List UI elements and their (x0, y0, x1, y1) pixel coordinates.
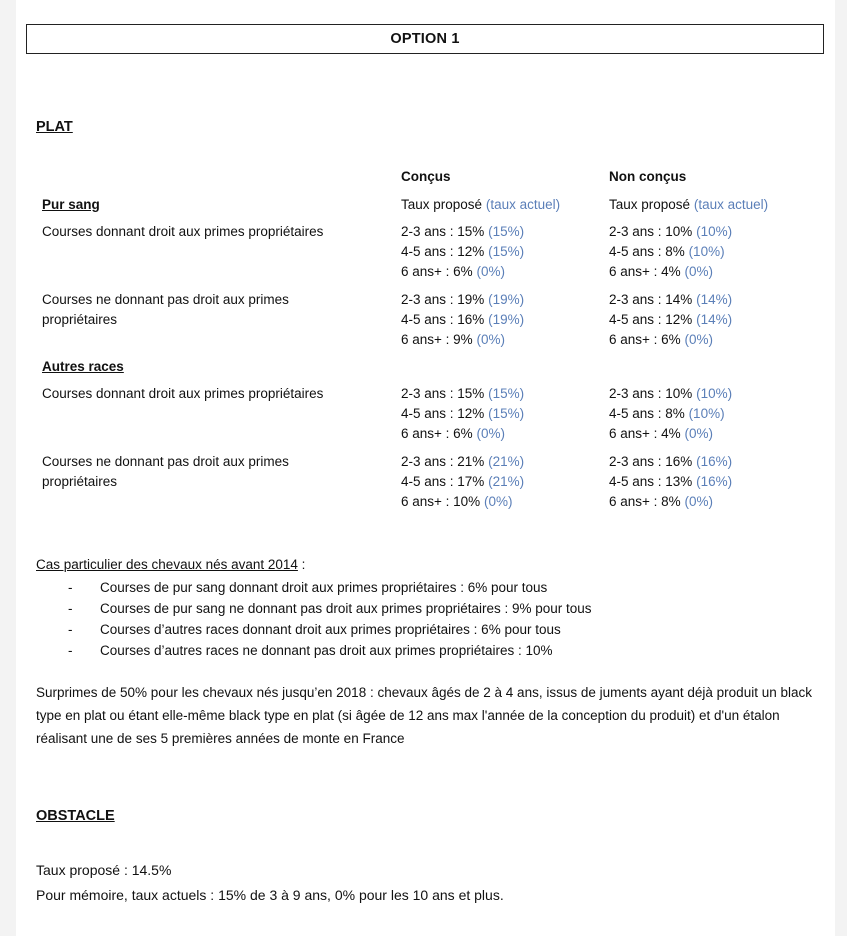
rate-line: 2-3 ans : 14% (14%) (609, 292, 733, 307)
rate-line: 2-3 ans : 15% (15%) (401, 224, 525, 239)
rate-line: 4-5 ans : 13% (16%) (609, 474, 733, 489)
rate-line: 4-5 ans : 16% (19%) (401, 312, 525, 327)
page-margin-left (0, 0, 16, 936)
rate-line: 6 ans+ : 9% (0%) (401, 332, 505, 347)
subheading-autres-races: Autres races (42, 359, 124, 374)
column-header-concus: Conçus (401, 169, 451, 184)
rate-line: 6 ans+ : 8% (0%) (609, 494, 713, 509)
list-item: - Courses d’autres races ne donnant pas droit aux primes propriétaires : 10% (68, 643, 553, 658)
rate-line: 4-5 ans : 12% (15%) (401, 406, 525, 421)
rates-concus (401, 452, 524, 512)
surprimes-paragraph: Surprimes de 50% pour les chevaux nés jusqu’en 2018 : chevaux âgés de 2 à 4 ans, issus de juments ayant déjà produit un black type en plat ou étant elle-même black type en plat (si âgée de 12 ans max l'année de la conception du produit) et d'un étalon réalisant une de ses 5 premières années de monte en France (36, 685, 812, 746)
rate-line: 2-3 ans : 10% (10%) (609, 386, 733, 401)
rates-non-concus (609, 384, 732, 444)
rate-line: 6 ans+ : 10% (0%) (401, 494, 513, 509)
document-page (16, 0, 835, 936)
taux-header-non-concus (609, 195, 768, 215)
subheading-pur-sang: Pur sang (42, 197, 100, 212)
row-label: Courses ne donnant pas droit aux primes propriétaires (42, 454, 289, 489)
list-item: - Courses d’autres races donnant droit aux primes propriétaires : 6% pour tous (68, 622, 561, 637)
rate-line: 2-3 ans : 21% (21%) (401, 454, 525, 469)
special-case-list (36, 577, 592, 661)
rate-line: 4-5 ans : 8% (10%) (609, 244, 725, 259)
list-item: - Courses de pur sang ne donnant pas droit aux primes propriétaires : 9% pour tous (68, 601, 592, 616)
row-label: Courses donnant droit aux primes propriétaires (42, 224, 324, 239)
rates-concus (401, 290, 524, 350)
row-label: Courses ne donnant pas droit aux primes propriétaires (42, 292, 289, 327)
taux-propose-label: Taux proposé (401, 197, 483, 212)
rate-line: 6 ans+ : 6% (0%) (609, 332, 713, 347)
rate-line: 2-3 ans : 10% (10%) (609, 224, 733, 239)
page-margin-right (835, 0, 847, 936)
section-heading-plat: PLAT (36, 119, 73, 135)
section-heading-obstacle: OBSTACLE (36, 808, 115, 824)
rates-non-concus (609, 290, 732, 350)
row-label: Courses donnant droit aux primes propriétaires (42, 386, 324, 401)
document-title: OPTION 1 (26, 24, 824, 54)
rate-line: 4-5 ans : 12% (15%) (401, 244, 525, 259)
rate-line: 2-3 ans : 15% (15%) (401, 386, 525, 401)
rate-line: 6 ans+ : 6% (0%) (401, 264, 505, 279)
rate-line: 6 ans+ : 6% (0%) (401, 426, 505, 441)
rates-concus (401, 222, 524, 282)
rate-line: 6 ans+ : 4% (0%) (609, 264, 713, 279)
taux-actuel-label: (taux actuel) (693, 197, 769, 212)
obstacle-memo: Pour mémoire, taux actuels : 15% de 3 à 9 ans, 0% pour les 10 ans et plus. (36, 887, 504, 903)
rates-non-concus (609, 452, 732, 512)
list-item: - Courses de pur sang donnant droit aux primes propriétaires : 6% pour tous (68, 580, 548, 595)
rates-concus (401, 384, 524, 444)
obstacle-taux-propose: Taux proposé : 14.5% (36, 862, 172, 878)
rate-line: 4-5 ans : 12% (14%) (609, 312, 733, 327)
special-case-heading: Cas particulier des chevaux nés avant 2014 : (36, 557, 306, 572)
taux-actuel-label: (taux actuel) (485, 197, 561, 212)
rates-non-concus (609, 222, 732, 282)
taux-header-concus (401, 195, 560, 215)
rate-line: 4-5 ans : 8% (10%) (609, 406, 725, 421)
column-header-non-concus: Non conçus (609, 169, 687, 184)
rate-line: 6 ans+ : 4% (0%) (609, 426, 713, 441)
rate-line: 2-3 ans : 19% (19%) (401, 292, 525, 307)
rate-line: 2-3 ans : 16% (16%) (609, 454, 733, 469)
taux-propose-label: Taux proposé (609, 197, 691, 212)
rate-line: 4-5 ans : 17% (21%) (401, 474, 525, 489)
